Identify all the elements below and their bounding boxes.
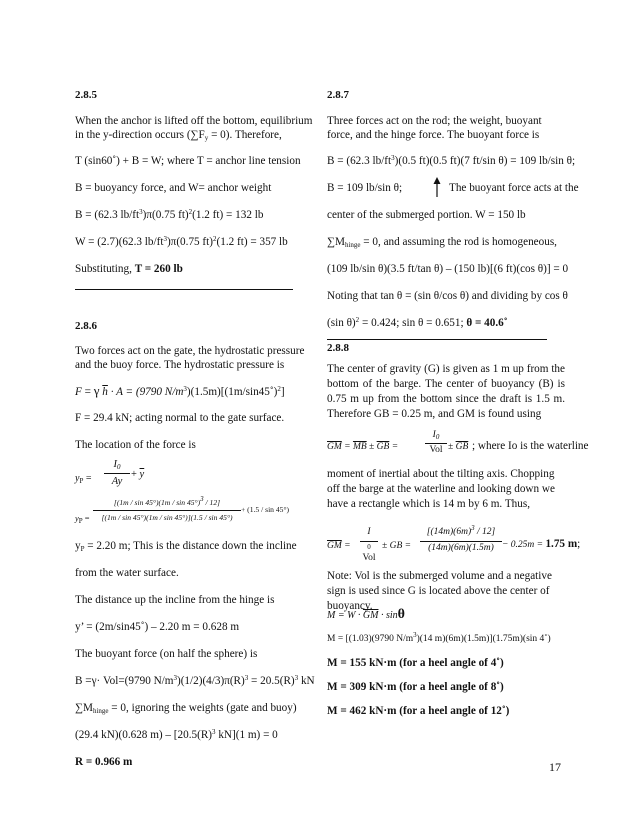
eq-gm-calc-sub: 0	[367, 543, 371, 551]
center-text: center of the submerged portion. W = 150 lb	[327, 209, 526, 221]
eq-rod-moment: (109 lb/sin θ)(3.5 ft/tan θ) – (150 lb)[(6 ft)(cos θ)] = 0	[327, 263, 569, 275]
substitution-result: Substituting, T = 260 lb	[75, 263, 183, 275]
eq-yp-big-lhs: $y_P$ =	[75, 514, 90, 525]
section-2-8-5-heading: 2.8.5	[75, 89, 97, 101]
buoyant-acts-text: The buoyant force acts at the	[449, 182, 579, 194]
eq-gm-numerator: $I_0$	[432, 430, 440, 441]
eq-yprime: y’ = (2m/sin45˚) – 2.20 m = 0.628 m	[75, 621, 240, 633]
section-2-8-6-heading: 2.8.6	[75, 320, 97, 332]
eq-hydrostatic-force: F = γ $\overline{h} \cdot A = (9790$ $N/m^3)(1.5m)[(1m/\sin 45˚)^2]$	[75, 383, 285, 398]
page-number: 17	[549, 760, 561, 774]
fraction-bar	[425, 443, 447, 444]
buoyant-force-text: The buoyant force (on half the sphere) is	[75, 648, 258, 660]
eq-gm-calc-result: − 0.25m = 1.75 m;	[502, 538, 581, 550]
result-heel-8: M = 309 kN·m (for a heel angle of 8˚)	[327, 681, 504, 693]
eq-yp-plus: + $\overline{y}$	[131, 469, 145, 480]
moment-hinge-rod: $\sum M_{hinge} = 0$, and assuming the rod is homogeneous,	[327, 236, 557, 249]
section-2-8-7-heading: 2.8.7	[327, 89, 349, 101]
eq-yp-big-denominator: [(1m / sin 45°)(1m / sin 45°)](1.5 / sin 45°)	[101, 513, 233, 522]
eq-gm-denominator: Vol	[429, 445, 443, 455]
eq-gm-calc-pm: ± GB =	[382, 541, 412, 551]
eq-moment-def: $M = W \cdot \overline{GM} \cdot \sin\theta$	[327, 607, 405, 622]
eq-buoyancy-definition: B = buoyancy force, and W= anchor weight	[75, 182, 272, 194]
eq-buoyant-force: B =γ· Vol=(9790 $N/m^3)(1/2)(4/3)\pi(R)^3 = 20.5(R)^3$ kN	[75, 674, 315, 687]
force-result: F = 29.4 kN; acting normal to the gate surface.	[75, 412, 285, 424]
answer-R: R = 0.966 m	[75, 756, 133, 768]
location-text: The location of the force is	[75, 439, 196, 451]
eq-rod-buoyancy-2: B = 109 lb/sin θ;	[327, 182, 403, 194]
yp-result: $y_P = 2.20$ m; This is the distance down the incline	[75, 540, 297, 553]
eq-moment-calc: M = [(1.03)(9790 $N/m^3)(14$ m)(6m)(1.5m)](1.75m)(sin 4˚)	[327, 631, 551, 644]
eq-yp-numerator: $I_0$	[113, 459, 121, 471]
eq-anchor-equilibrium: T (sin60˚) + B = W; where T = anchor line tension	[75, 155, 301, 167]
fraction-bar	[93, 510, 241, 511]
eq-buoyancy-value: B = (62.3 $lb/ft^3)\pi(0.75$ ft)$^2$(1.2 ft) = 132 lb	[75, 208, 264, 221]
section-2-8-7-intro: Three forces act on the rod; the weight, buoyant force, and the hinge force. The buoyant force is	[327, 115, 542, 141]
eq-gm-calc-denominator: Vol	[362, 553, 376, 563]
eq-gm-calc-bignum: $[(14m)(6m)^3 / 12]$	[426, 524, 496, 537]
waterline-text: ; where Io is the waterline	[472, 440, 589, 452]
tan-text: Noting that tan θ = (sin θ/cos θ) and dividing by cos θ	[327, 290, 568, 302]
section-2-8-5-intro: When the anchor is lifted off the bottom, equilibrium in the y-direction occurs $(\sum F_y = 0)$. Therefore,	[75, 115, 313, 142]
eq-gm-definition: $\overline{GM} = \overline{MB} \pm \overline{GB}$ =	[327, 442, 399, 452]
eq-gm-tail: ± $\overline{GB}$	[448, 442, 469, 452]
sin-result: (sin θ)$^2$ = 0.424; sin θ = 0.651; θ = 40.6˚	[327, 316, 508, 329]
eq-moment: (29.4 kN)(0.628 $m) - [20.5(R)^3$ kN](1 m) = 0	[75, 728, 278, 741]
section-2-8-6-intro: Two forces act on the gate, the hydrostatic pressure and the buoy force. The hydrostatic pressure is	[75, 345, 305, 371]
eq-gm-calc-lhs: $\overline{GM}$ =	[327, 541, 351, 551]
section-divider	[327, 339, 547, 340]
eq-yp-lhs: $y_P$ =	[75, 473, 92, 485]
moment-inertia-text: moment of inertial about the tilting axis. Chopping off the barge at the waterline and looking down we have a rectangle which is 14 m by 6 m. Thus,	[327, 468, 555, 510]
fraction-bar	[104, 473, 130, 474]
up-arrow-icon	[431, 176, 443, 198]
eq-yp-denominator: Ay	[111, 476, 123, 487]
eq-gm-calc-numerator: I	[367, 527, 371, 537]
moment-hinge-text: $\sum M_{hinge} = 0$, ignoring the weights (gate and buoy)	[75, 702, 297, 715]
note-text: Note: Vol is the submerged volume and a negative sign is used since G is located above the center of buoyancy.	[327, 570, 552, 612]
water-surface-text: from the water surface.	[75, 567, 179, 579]
eq-rod-buoyancy: B = (62.3 $lb/ft^3)(0.5$ ft)(0.5 ft)(7 ft/sin θ) = 109 lb/sin θ;	[327, 154, 576, 167]
eq-yp-big-numerator: [(1m / sin 45°)(1m / sin 45°)$^3$ / 12]	[113, 495, 221, 507]
fraction-bar	[420, 541, 502, 542]
section-2-8-8-heading: 2.8.8	[327, 342, 349, 354]
eq-weight-value: W = (2.7)(62.3 $lb/ft^3)\pi(0.75$ ft)$^2$(1.2 ft) = 357 lb	[75, 235, 288, 248]
hinge-distance-text: The distance up the incline from the hinge is	[75, 594, 275, 606]
section-divider	[75, 289, 293, 290]
result-heel-4: M = 155 kN·m (for a heel angle of 4˚)	[327, 657, 504, 669]
eq-yp-big-plus: + (1.5 / sin 45°)	[241, 505, 290, 514]
eq-gm-calc-bigden: (14m)(6m)(1.5m)	[428, 543, 494, 553]
section-2-8-8-intro: The center of gravity (G) is given as 1 m up from the bottom of the barge. The center of buoyancy (B) is 0.75 m up from the bottom since the draft is 1.5 m. Therefore GB = 0.25 m, and GM is found using	[327, 363, 565, 420]
result-heel-12: M = 462 kN·m (for a heel angle of 12˚)	[327, 705, 510, 717]
